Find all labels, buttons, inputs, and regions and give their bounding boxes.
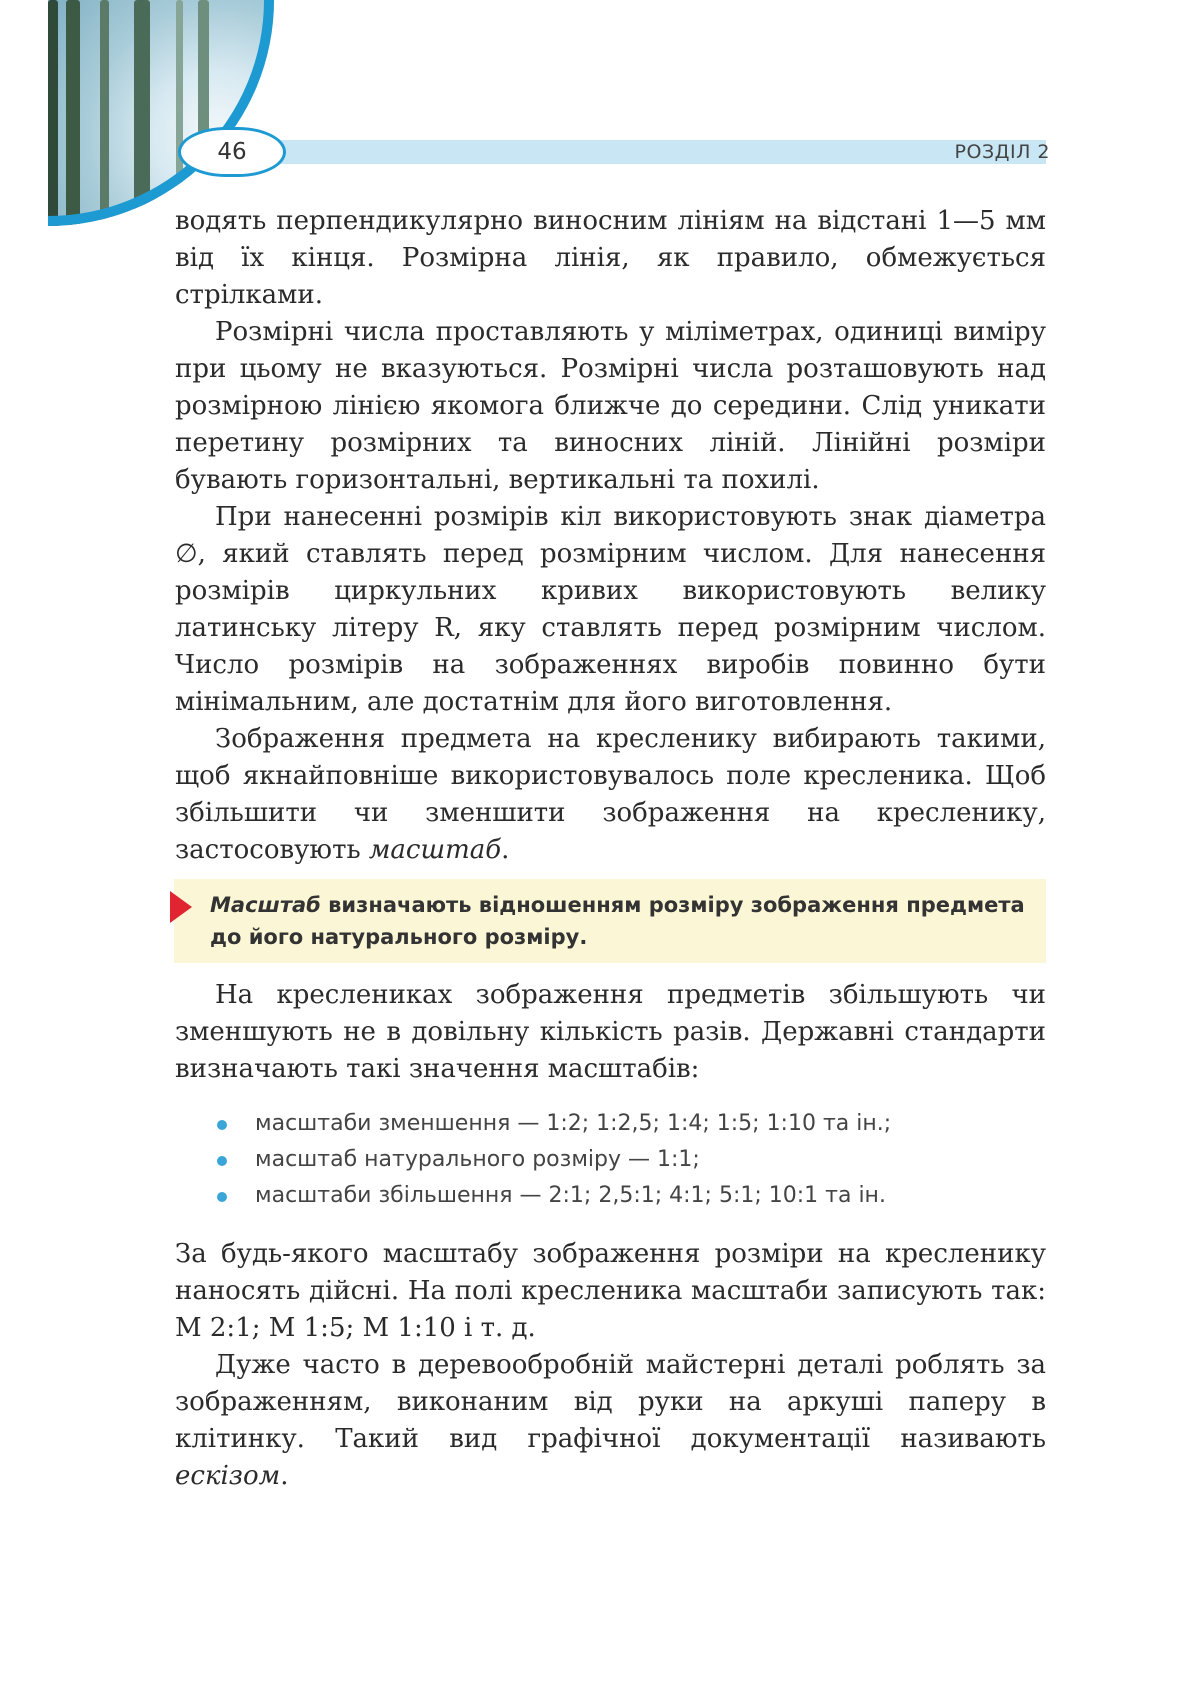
- paragraph: водять перпендикулярно виносним лініям на відстані 1—5 мм від їх кінця. Розмірна лінія, як правило, обмежується стрілками.: [175, 206, 1046, 310]
- list-item-text: масштаб натурального розміру — 1:1;: [255, 1147, 700, 1172]
- bullet-icon: [217, 1192, 227, 1202]
- page-content: [175, 203, 1046, 1495]
- header-band: [270, 140, 1046, 164]
- list-item-text: масштаби збільшення — 2:1; 2,5:1; 4:1; 5:1; 10:1 та ін.: [255, 1183, 886, 1208]
- section-label: РОЗДІЛ 2: [954, 141, 1050, 163]
- definition-box: [174, 879, 1046, 963]
- paragraph: [175, 721, 1046, 869]
- emphasis-term: масштаб: [368, 835, 502, 865]
- paragraph-end: .: [280, 1461, 289, 1491]
- paragraph: За будь-якого масштабу зображення розміри на кресленику наносять дійсні. На полі кресленика масштаби записують так: М 2:1; М 1:5; М 1:10 і т. д.: [175, 1239, 1046, 1343]
- page-number: 46: [178, 127, 286, 177]
- paragraph: Розмірні числа проставляють у міліметрах, одиниці виміру при цьому не вказуються. Розмірні числа розташовують над розмірною лінією якомога ближче до середини. Слід уникати перетину розмірних та виносних ліній. Лінійні розміри бувають горизонтальні, вертикальні та похилі.: [175, 317, 1046, 495]
- paragraph-end: .: [501, 835, 510, 865]
- emphasis-term: ескізом: [175, 1461, 281, 1491]
- paragraph: При нанесенні розмірів кіл використовують знак діаметра ∅, який ставлять перед розмірним числом. Для нанесення розмірів циркульних кривих використовують велику латинську літеру R, яку ставлять перед розмірним числом. Число розмірів на зображеннях виробів повинно бути мінімальним, але достатнім для його виготовлення.: [175, 502, 1046, 717]
- bullet-icon: [217, 1120, 227, 1130]
- paragraph-text: Зображення предмета на кресленику вибирають такими, щоб якнайповніше використовувалось поле кресленика. Щоб збільшити чи зменшити зображення на кресленику, застосовують: [175, 724, 1046, 865]
- definition-text: визначають відношенням розміру зображення предмета до його натурального розміру.: [210, 893, 1025, 949]
- definition-term: Масштаб: [210, 893, 321, 917]
- photo-frame-ring: [48, 0, 274, 226]
- list-item: [215, 1178, 1046, 1214]
- paragraph: [175, 1347, 1046, 1495]
- scale-list: [175, 1106, 1046, 1214]
- paragraph: На креслениках зображення предметів збільшують чи зменшують не в довільну кількість разів. Державні стандарти визначають такі значення масштабів:: [175, 980, 1046, 1084]
- red-triangle-marker-icon: [170, 891, 192, 923]
- list-item: [215, 1106, 1046, 1142]
- list-item: [215, 1142, 1046, 1178]
- bullet-icon: [217, 1156, 227, 1166]
- paragraph-text: Дуже часто в деревообробній майстерні деталі роблять за зображенням, виконаним від руки на аркуші паперу в клітинку. Такий вид графічної документації називають: [175, 1350, 1046, 1454]
- list-item-text: масштаби зменшення — 1:2; 1:2,5; 1:4; 1:5; 1:10 та ін.;: [255, 1111, 892, 1136]
